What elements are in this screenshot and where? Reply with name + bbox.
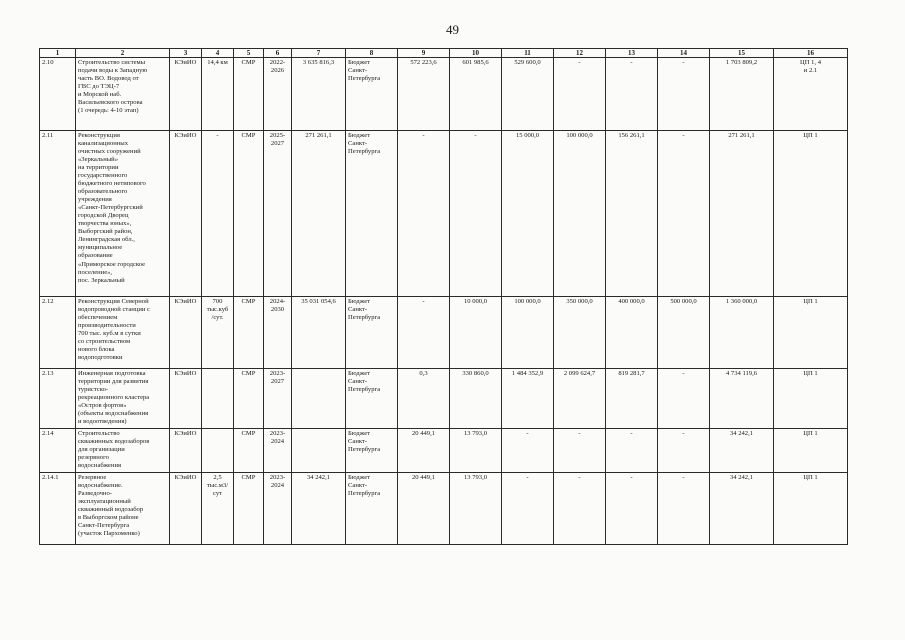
- col-header: 1: [40, 49, 76, 58]
- cell-executor: КЭиИО: [170, 429, 202, 473]
- cell-goal: ЦП 1: [774, 473, 848, 545]
- cell-sum: 34 242,1: [710, 429, 774, 473]
- cell-capacity: 14,4 км: [202, 58, 234, 131]
- cell-work: СМР: [234, 58, 264, 131]
- cell-work: СМР: [234, 473, 264, 545]
- cell-work: СМР: [234, 429, 264, 473]
- cell-y1: 0,3: [398, 369, 450, 429]
- col-header: 8: [346, 49, 398, 58]
- cell-y5: -: [606, 429, 658, 473]
- cell-goal: ЦП 1: [774, 369, 848, 429]
- cell-y1: 572 223,6: [398, 58, 450, 131]
- cell-capacity: [202, 429, 234, 473]
- cell-total: [292, 369, 346, 429]
- cell-y3: -: [502, 473, 554, 545]
- cell-y3: 1 484 352,9: [502, 369, 554, 429]
- cell-source: Бюджет Санкт- Петербурга: [346, 473, 398, 545]
- cell-capacity: 700 тыс.куб /сут.: [202, 297, 234, 369]
- cell-y3: 100 000,0: [502, 297, 554, 369]
- cell-num: 2.14.1: [40, 473, 76, 545]
- cell-work: СМР: [234, 297, 264, 369]
- cell-total: 34 242,1: [292, 473, 346, 545]
- cell-y4: -: [554, 473, 606, 545]
- cell-name: Реконструкция Северной водопроводной станции с обеспечением производительности 700 тыс. куб.м в сутки со строительством нового блока водоподготовки: [76, 297, 170, 369]
- cell-total: 3 635 816,3: [292, 58, 346, 131]
- cell-source: Бюджет Санкт- Петербурга: [346, 58, 398, 131]
- cell-total: 35 031 054,6: [292, 297, 346, 369]
- cell-years: 2023- 2024: [264, 429, 292, 473]
- cell-name: Инженерная подготовка территории для развития туристско- рекреационного кластера «Остров фортов» (объекты водоснабжения и водоотведения): [76, 369, 170, 429]
- col-header: 9: [398, 49, 450, 58]
- cell-num: 2.12: [40, 297, 76, 369]
- cell-y2: 601 985,6: [450, 58, 502, 131]
- cell-sum: 1 703 809,2: [710, 58, 774, 131]
- cell-y3: -: [502, 429, 554, 473]
- cell-y6: -: [658, 131, 710, 297]
- cell-source: Бюджет Санкт- Петербурга: [346, 429, 398, 473]
- cell-source: Бюджет Санкт- Петербурга: [346, 369, 398, 429]
- cell-y4: 100 000,0: [554, 131, 606, 297]
- col-header: 2: [76, 49, 170, 58]
- cell-y2: -: [450, 131, 502, 297]
- investment-program-table: [39, 48, 848, 545]
- cell-y2: 330 860,0: [450, 369, 502, 429]
- table-row: [40, 131, 848, 297]
- col-header: 14: [658, 49, 710, 58]
- page-number: 49: [446, 22, 459, 37]
- cell-y1: -: [398, 297, 450, 369]
- cell-name: Строительство скважинных водозаборов для организации резервного водоснабжения: [76, 429, 170, 473]
- cell-y5: -: [606, 58, 658, 131]
- cell-y3: 15 000,0: [502, 131, 554, 297]
- cell-y4: 2 099 624,7: [554, 369, 606, 429]
- table-row: [40, 473, 848, 545]
- cell-name: Резервное водоснабжение. Разведочно- эксплуатационный скважинный водозабор в Выборгском районе Санкт-Петербурга (участок Пархоменко): [76, 473, 170, 545]
- cell-capacity: 2,5 тыс.м3/ сут: [202, 473, 234, 545]
- cell-sum: 4 734 119,6: [710, 369, 774, 429]
- col-header: 12: [554, 49, 606, 58]
- cell-total: [292, 429, 346, 473]
- table-row: [40, 429, 848, 473]
- cell-y4: -: [554, 429, 606, 473]
- cell-y2: 13 793,0: [450, 473, 502, 545]
- col-header: 5: [234, 49, 264, 58]
- cell-y5: 156 261,1: [606, 131, 658, 297]
- cell-num: 2.10: [40, 58, 76, 131]
- cell-num: 2.11: [40, 131, 76, 297]
- cell-goal: ЦП 1, 4 и 2.1: [774, 58, 848, 131]
- cell-goal: ЦП 1: [774, 297, 848, 369]
- cell-work: СМР: [234, 369, 264, 429]
- cell-work: СМР: [234, 131, 264, 297]
- cell-total: 271 261,1: [292, 131, 346, 297]
- cell-executor: КЭиИО: [170, 369, 202, 429]
- cell-years: 2024- 2030: [264, 297, 292, 369]
- cell-years: 2022- 2026: [264, 58, 292, 131]
- col-header: 10: [450, 49, 502, 58]
- cell-sum: 271 261,1: [710, 131, 774, 297]
- table-row: [40, 369, 848, 429]
- cell-y6: 500 000,0: [658, 297, 710, 369]
- cell-y1: 20 449,1: [398, 429, 450, 473]
- cell-executor: КЭиИО: [170, 131, 202, 297]
- cell-executor: КЭиИО: [170, 473, 202, 545]
- cell-y2: 10 000,0: [450, 297, 502, 369]
- cell-y5: 819 281,7: [606, 369, 658, 429]
- cell-y6: -: [658, 58, 710, 131]
- col-header: 13: [606, 49, 658, 58]
- cell-goal: ЦП 1: [774, 131, 848, 297]
- cell-sum: 34 242,1: [710, 473, 774, 545]
- cell-y1: -: [398, 131, 450, 297]
- cell-y3: 529 600,0: [502, 58, 554, 131]
- cell-y5: -: [606, 473, 658, 545]
- cell-y2: 13 793,0: [450, 429, 502, 473]
- cell-source: Бюджет Санкт- Петербурга: [346, 297, 398, 369]
- col-header: 15: [710, 49, 774, 58]
- col-header: 11: [502, 49, 554, 58]
- table-row: [40, 297, 848, 369]
- cell-y6: -: [658, 369, 710, 429]
- cell-executor: КЭиИО: [170, 58, 202, 131]
- cell-years: 2023- 2027: [264, 369, 292, 429]
- col-header: 4: [202, 49, 234, 58]
- cell-num: 2.13: [40, 369, 76, 429]
- cell-name: Строительство системы подачи воды к Западную часть ВО. Водовод от ГВС до ТЭЦ-7 и Морской наб. Васильевского острова (1 очередь: 4-10 этап): [76, 58, 170, 131]
- cell-name: Реконструкция канализационных очистных сооружений «Зеркальный» на территории государственного бюджетного нетипового образовательного учреждения «Санкт-Петербургский городской Дворец творчества юных», Выборгский район, Ленинградская обл., муниципальное образование «Приморское городское поселение», пос. Зеркальный: [76, 131, 170, 297]
- cell-capacity: [202, 369, 234, 429]
- col-header: 7: [292, 49, 346, 58]
- cell-y4: -: [554, 58, 606, 131]
- cell-executor: КЭиИО: [170, 297, 202, 369]
- cell-goal: ЦП 1: [774, 429, 848, 473]
- col-header: 6: [264, 49, 292, 58]
- cell-y6: -: [658, 429, 710, 473]
- table-row: [40, 58, 848, 131]
- cell-y4: 350 000,0: [554, 297, 606, 369]
- cell-years: 2023- 2024: [264, 473, 292, 545]
- cell-y6: -: [658, 473, 710, 545]
- cell-y5: 400 000,0: [606, 297, 658, 369]
- col-header: 16: [774, 49, 848, 58]
- cell-years: 2025- 2027: [264, 131, 292, 297]
- column-number-row: [40, 49, 848, 58]
- col-header: 3: [170, 49, 202, 58]
- cell-capacity: -: [202, 131, 234, 297]
- cell-num: 2.14: [40, 429, 76, 473]
- cell-sum: 1 360 000,0: [710, 297, 774, 369]
- cell-y1: 20 449,1: [398, 473, 450, 545]
- cell-source: Бюджет Санкт- Петербурга: [346, 131, 398, 297]
